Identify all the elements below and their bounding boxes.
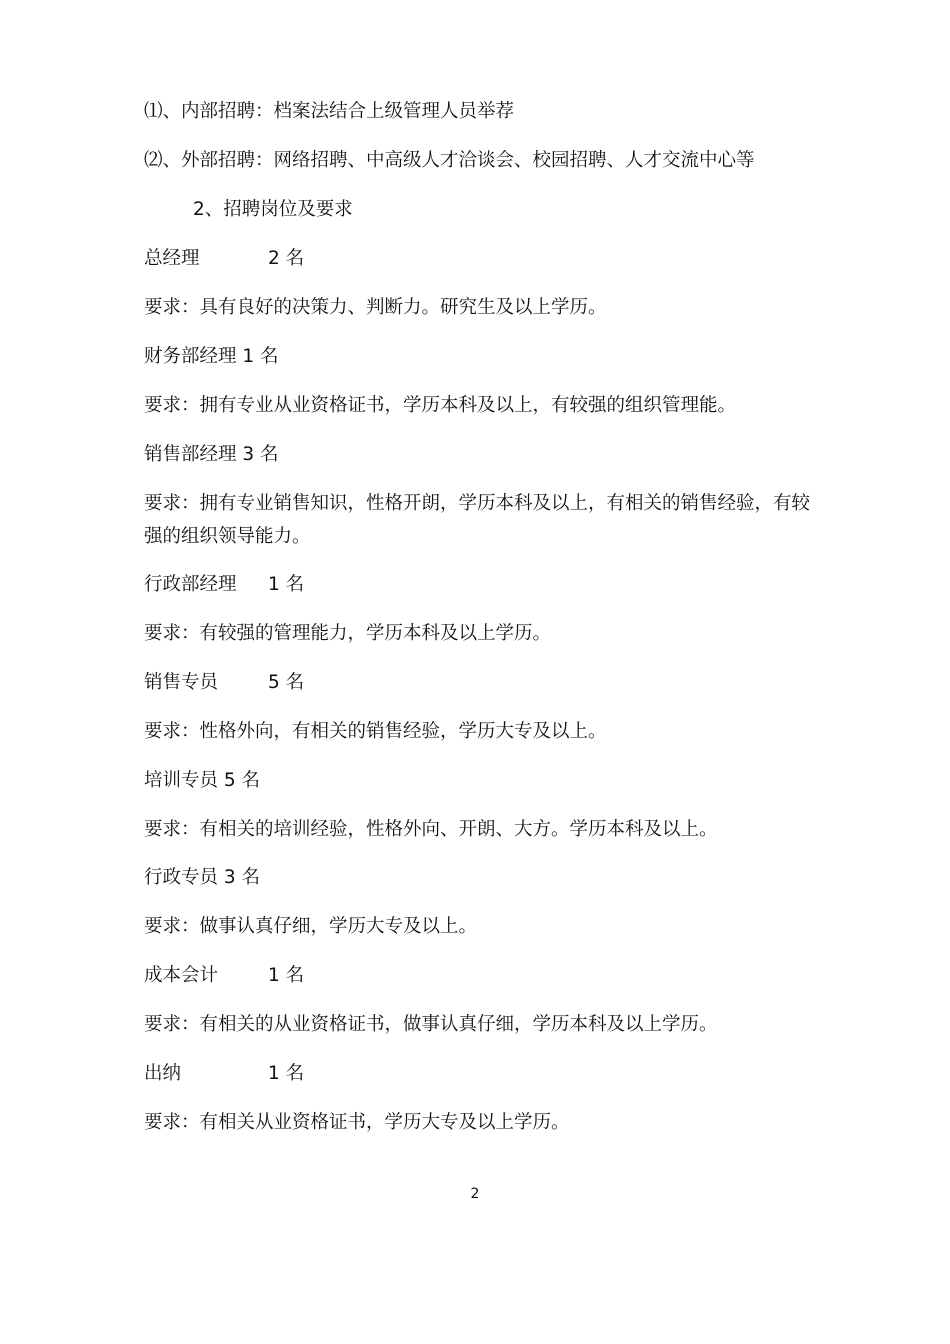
position-title bbox=[144, 443, 279, 467]
position-count: 5 名 bbox=[268, 672, 305, 693]
position-count: 5 名 bbox=[223, 770, 261, 791]
position-requirement: 要求：拥有专业从业资格证书，学历本科及以上，有较强的组织管理能。 bbox=[144, 395, 737, 416]
position-name: 行政专员 bbox=[144, 867, 219, 888]
position-title bbox=[144, 964, 304, 988]
position-count: 3 名 bbox=[223, 867, 261, 888]
position-name: 行政部经理 bbox=[144, 574, 237, 595]
external-recruit-line: ⑵、外部招聘：网络招聘、中高级人才洽谈会、校园招聘、人才交流中心等 bbox=[144, 150, 755, 171]
position-requirement: 要求：有相关的从业资格证书，做事认真仔细，学历本科及以上学历。 bbox=[144, 1014, 718, 1035]
position-count: 1 名 bbox=[268, 1063, 305, 1084]
position-title bbox=[144, 247, 304, 271]
position-requirement: 要求：拥有专业销售知识，性格开朗，学历本科及以上，有相关的销售经验，有较强的组织领导能力。 bbox=[144, 493, 811, 547]
position-title bbox=[144, 671, 304, 695]
position-count: 3 名 bbox=[242, 444, 279, 465]
page-number: 2 bbox=[470, 1186, 480, 1202]
position-count: 2 名 bbox=[268, 248, 305, 269]
position-title bbox=[144, 769, 260, 793]
position-name: 销售部经理 bbox=[144, 444, 237, 465]
position-requirement: 要求：具有良好的决策力、判断力。研究生及以上学历。 bbox=[144, 297, 607, 318]
position-title bbox=[144, 345, 279, 369]
position-requirement: 要求：有较强的管理能力，学历本科及以上学历。 bbox=[144, 623, 552, 644]
position-title bbox=[144, 1062, 304, 1086]
position-name: 销售专员 bbox=[144, 672, 219, 693]
position-title bbox=[144, 573, 304, 597]
position-count: 1 名 bbox=[268, 574, 305, 595]
position-requirement: 要求：做事认真仔细，学历大专及以上。 bbox=[144, 916, 478, 937]
position-requirement: 要求：有相关的培训经验，性格外向、开朗、大方。学历本科及以上。 bbox=[144, 819, 718, 840]
position-name: 培训专员 bbox=[144, 770, 219, 791]
position-name: 总经理 bbox=[144, 248, 200, 269]
position-name: 出纳 bbox=[144, 1063, 182, 1084]
position-name: 成本会计 bbox=[144, 965, 219, 986]
position-requirement: 要求：性格外向，有相关的销售经验，学历大专及以上。 bbox=[144, 721, 607, 742]
position-count: 1 名 bbox=[268, 965, 305, 986]
position-requirement: 要求：有相关从业资格证书，学历大专及以上学历。 bbox=[144, 1112, 570, 1133]
position-name: 财务部经理 bbox=[144, 346, 237, 367]
position-title bbox=[144, 866, 260, 890]
position-count: 1 名 bbox=[242, 346, 279, 367]
internal-recruit-line: ⑴、内部招聘：档案法结合上级管理人员举荐 bbox=[144, 101, 515, 122]
section-heading: 2、招聘岗位及要求 bbox=[193, 199, 353, 220]
